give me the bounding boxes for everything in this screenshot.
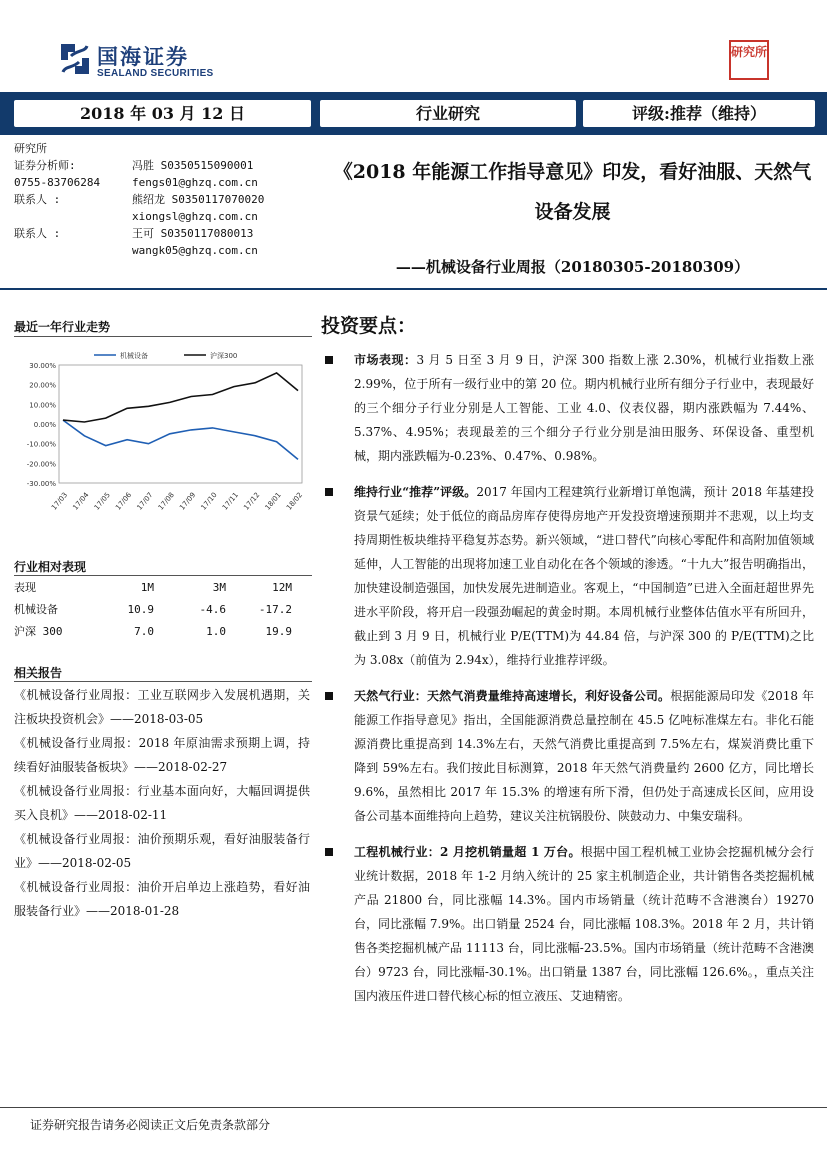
point-text: 根据中国工程机械工业协会挖掘机械分会行业统计数据，2018 年 1-2 月纳入统计的 25 家主机制造企业，共计销售各类挖掘机械产品 21800 台，同比涨幅 14.3%。国内市场销量（统计范畴不含港澳台）19270 台，同比涨幅 7.9%。出口销量 2524 台，同比涨幅 108.3%。2018 年 2 月，共计销售各类挖掘机械产品 11113 台，同比涨幅-23.5%。国内市场销量（统计范畴不含港澳台）9723 台，同比涨幅-30.1%。出口销量 1387 台，同比涨幅 126.6%。，重点关注国内液压件进口替代核心标的恒立液压、艾迪精密。 bbox=[354, 845, 814, 1003]
contacts bbox=[14, 140, 314, 259]
plot-frame bbox=[59, 365, 302, 483]
institute-label: 研究所 bbox=[14, 142, 47, 155]
y-tick-label: 30.00% bbox=[29, 362, 56, 370]
trend-chart bbox=[14, 345, 312, 515]
performance-heading: 行业相对表现 bbox=[14, 560, 87, 574]
table-row: 机械设备 10.9 -4.6 -17.2 bbox=[14, 603, 292, 616]
related-heading: 相关报告 bbox=[14, 666, 63, 680]
x-tick-label: 17/06 bbox=[114, 491, 134, 512]
related-report-link[interactable]: 《机械设备行业周报：行业基本面向好，大幅回调提供买入良机》——2018-02-11 bbox=[14, 784, 310, 822]
point-lead: 天然气行业：天然气消费量维持高速增长，利好设备公司。 bbox=[354, 689, 671, 703]
related-report-link[interactable]: 《机械设备行业周报：工业互联网步入发展机遇期，关注板块投资机会》——2018-03-05 bbox=[14, 688, 310, 726]
x-tick-label: 17/07 bbox=[135, 491, 155, 512]
footer-divider bbox=[0, 1107, 827, 1108]
section-divider bbox=[14, 336, 312, 337]
highlight-point bbox=[321, 480, 814, 672]
table-row: 沪深 300 7.0 1.0 19.9 bbox=[14, 625, 292, 638]
y-tick-label: 10.00% bbox=[29, 401, 56, 410]
legend-label: 机械设备 bbox=[120, 352, 148, 360]
x-tick-label: 17/05 bbox=[92, 491, 112, 512]
bullet-square-icon bbox=[325, 848, 333, 856]
section-divider bbox=[14, 681, 312, 682]
point-lead: 工程机械行业：2 月挖机销量超 1 万台。 bbox=[354, 845, 581, 859]
report-date: 2018 年 03 月 12 日 bbox=[14, 100, 311, 127]
x-tick-label: 18/02 bbox=[285, 491, 305, 512]
legend-label: 沪深300 bbox=[210, 352, 238, 360]
point-lead: 市场表现： bbox=[354, 353, 417, 367]
related-report-link[interactable]: 《机械设备行业周报：2018 年原油需求预期上调，持续看好油服装备板块》——2018-02-27 bbox=[14, 736, 310, 774]
related-report-link[interactable]: 《机械设备行业周报：油价开启单边上涨趋势，看好油服装备行业》——2018-01-28 bbox=[14, 880, 310, 918]
disclaimer-footer: 证券研究报告请务必阅读正文后免责条款部分 bbox=[30, 1118, 271, 1132]
x-tick-label: 17/09 bbox=[178, 491, 198, 512]
x-tick-label: 17/11 bbox=[220, 491, 241, 512]
contact-row: 联系人 : 王可 S0350117080013 bbox=[14, 227, 254, 240]
performance-table bbox=[14, 577, 314, 643]
contact-row: 证券分析师: 冯胜 S0350515090001 bbox=[14, 159, 254, 172]
highlight-point bbox=[321, 348, 814, 468]
x-tick-label: 18/01 bbox=[263, 491, 283, 512]
report-rating: 评级:推荐（维持） bbox=[583, 100, 815, 127]
brand-name-en: SEALAND SECURITIES bbox=[97, 68, 214, 79]
section-divider bbox=[14, 575, 312, 576]
contact-row: 0755-83706284 fengs01@ghzq.com.cn bbox=[14, 176, 258, 189]
point-lead: 维持行业“推荐”评级。 bbox=[354, 485, 477, 499]
contact-row: xiongsl@ghzq.com.cn bbox=[132, 210, 258, 223]
x-tick-label: 17/10 bbox=[199, 491, 219, 512]
report-subtitle: ——机械设备行业周报（20180305-20180309） bbox=[395, 258, 750, 276]
series-line-1 bbox=[63, 373, 298, 422]
y-tick-label: -30.00% bbox=[26, 480, 56, 488]
x-tick-label: 17/04 bbox=[71, 491, 91, 512]
header-banner bbox=[0, 92, 827, 135]
bullet-square-icon bbox=[325, 356, 333, 364]
point-text: 根据能源局印发《2018 年能源工作指导意见》指出，全国能源消费总量控制在 45.5 亿吨标准煤左右。非化石能源消费比重提高到 14.3%左右，天然气消费比重提高到 7.5%左右，煤炭消费比重下降到 59%左右。我们按此目标测算，2018 年天然气消费量约 2600 亿方，同比增长 9.6%，虽然相比 2017 年 15.3% 的增速有所下滑，但仍处于高速成长区间，应用设备公司基本面维持向上趋势，建议关注杭锅股份、陕鼓动力、中集安瑞科。 bbox=[354, 689, 814, 823]
highlight-point bbox=[321, 684, 814, 828]
bullet-square-icon bbox=[325, 488, 333, 496]
series-line-0 bbox=[63, 420, 298, 459]
report-category: 行业研究 bbox=[320, 100, 576, 127]
sealand-logo-icon bbox=[57, 40, 93, 78]
y-tick-label: -10.00% bbox=[26, 440, 56, 449]
table-header-row: 表现 1M 3M 12M bbox=[14, 581, 292, 594]
point-text: 3 月 5 日至 3 月 9 日，沪深 300 指数上涨 2.30%，机械行业指数上涨 2.99%，位于所有一级行业中的第 20 位。期内机械行业所有细分子行业中，表现最好的三个细分子行业分别是人工智能、工业 4.0、仪表仪器，期内涨跌幅为 7.44%、5.37%、4.95%；表现最差的三个细分子行业分别是油田服务、环保设备、重型机械，期内涨跌幅为-0.23%、0.47%、0.98%。 bbox=[354, 353, 814, 463]
related-report-link[interactable]: 《机械设备行业周报：油价预期乐观，看好油服装备行业》——2018-02-05 bbox=[14, 832, 310, 870]
investment-highlights bbox=[321, 311, 814, 1020]
y-tick-label: -20.00% bbox=[26, 460, 56, 469]
highlights-heading: 投资要点： bbox=[321, 315, 417, 337]
contact-row: 联系人 : 熊绍龙 S0350117070020 bbox=[14, 193, 265, 206]
brand-name-cn: 国海证券 bbox=[97, 45, 189, 69]
x-tick-label: 17/12 bbox=[242, 491, 262, 512]
report-title: 《2018 年能源工作指导意见》印发，看好油服、天然气设备发展 bbox=[333, 161, 812, 223]
x-tick-label: 17/08 bbox=[156, 491, 176, 512]
header-divider bbox=[0, 288, 827, 290]
point-text: 2017 年国内工程建筑行业新增订单饱满，预计 2018 年基建投资景气延续；处于低位的商品房库存使得房地产开发投资增速预期并不悲观，以上均支持周期性板块维持平稳复苏态势。新兴领域，“进口替代”向核心零配件和高附加值领域延伸，人工智能的出现将加速工业自动化在各个领域的渗透。“十九大”报告明确指出，加快建设制造强国，加快发展先进制造业。客观上，“中国制造”已进入全面赶超世界先进水平阶段，将开启一段强劲崛起的黄金时期。本周机械行业整体估值水平有所回升，截止到 3 月 9 日，机械行业 P/E(TTM)为 44.84 倍，与沪深 300 的 P/E(TTM)之比为 3.08x（前值为 2.94x），维持行业推荐评级。 bbox=[354, 485, 814, 667]
research-seal: 研究所 bbox=[729, 40, 769, 80]
y-tick-label: 0.00% bbox=[33, 421, 56, 429]
x-tick-label: 17/03 bbox=[50, 491, 70, 512]
bullet-square-icon bbox=[325, 692, 333, 700]
trend-heading: 最近一年行业走势 bbox=[14, 320, 111, 334]
y-tick-label: 20.00% bbox=[29, 381, 56, 390]
highlight-point bbox=[321, 840, 814, 1008]
related-reports bbox=[14, 683, 310, 923]
contact-row: wangk05@ghzq.com.cn bbox=[132, 244, 258, 257]
